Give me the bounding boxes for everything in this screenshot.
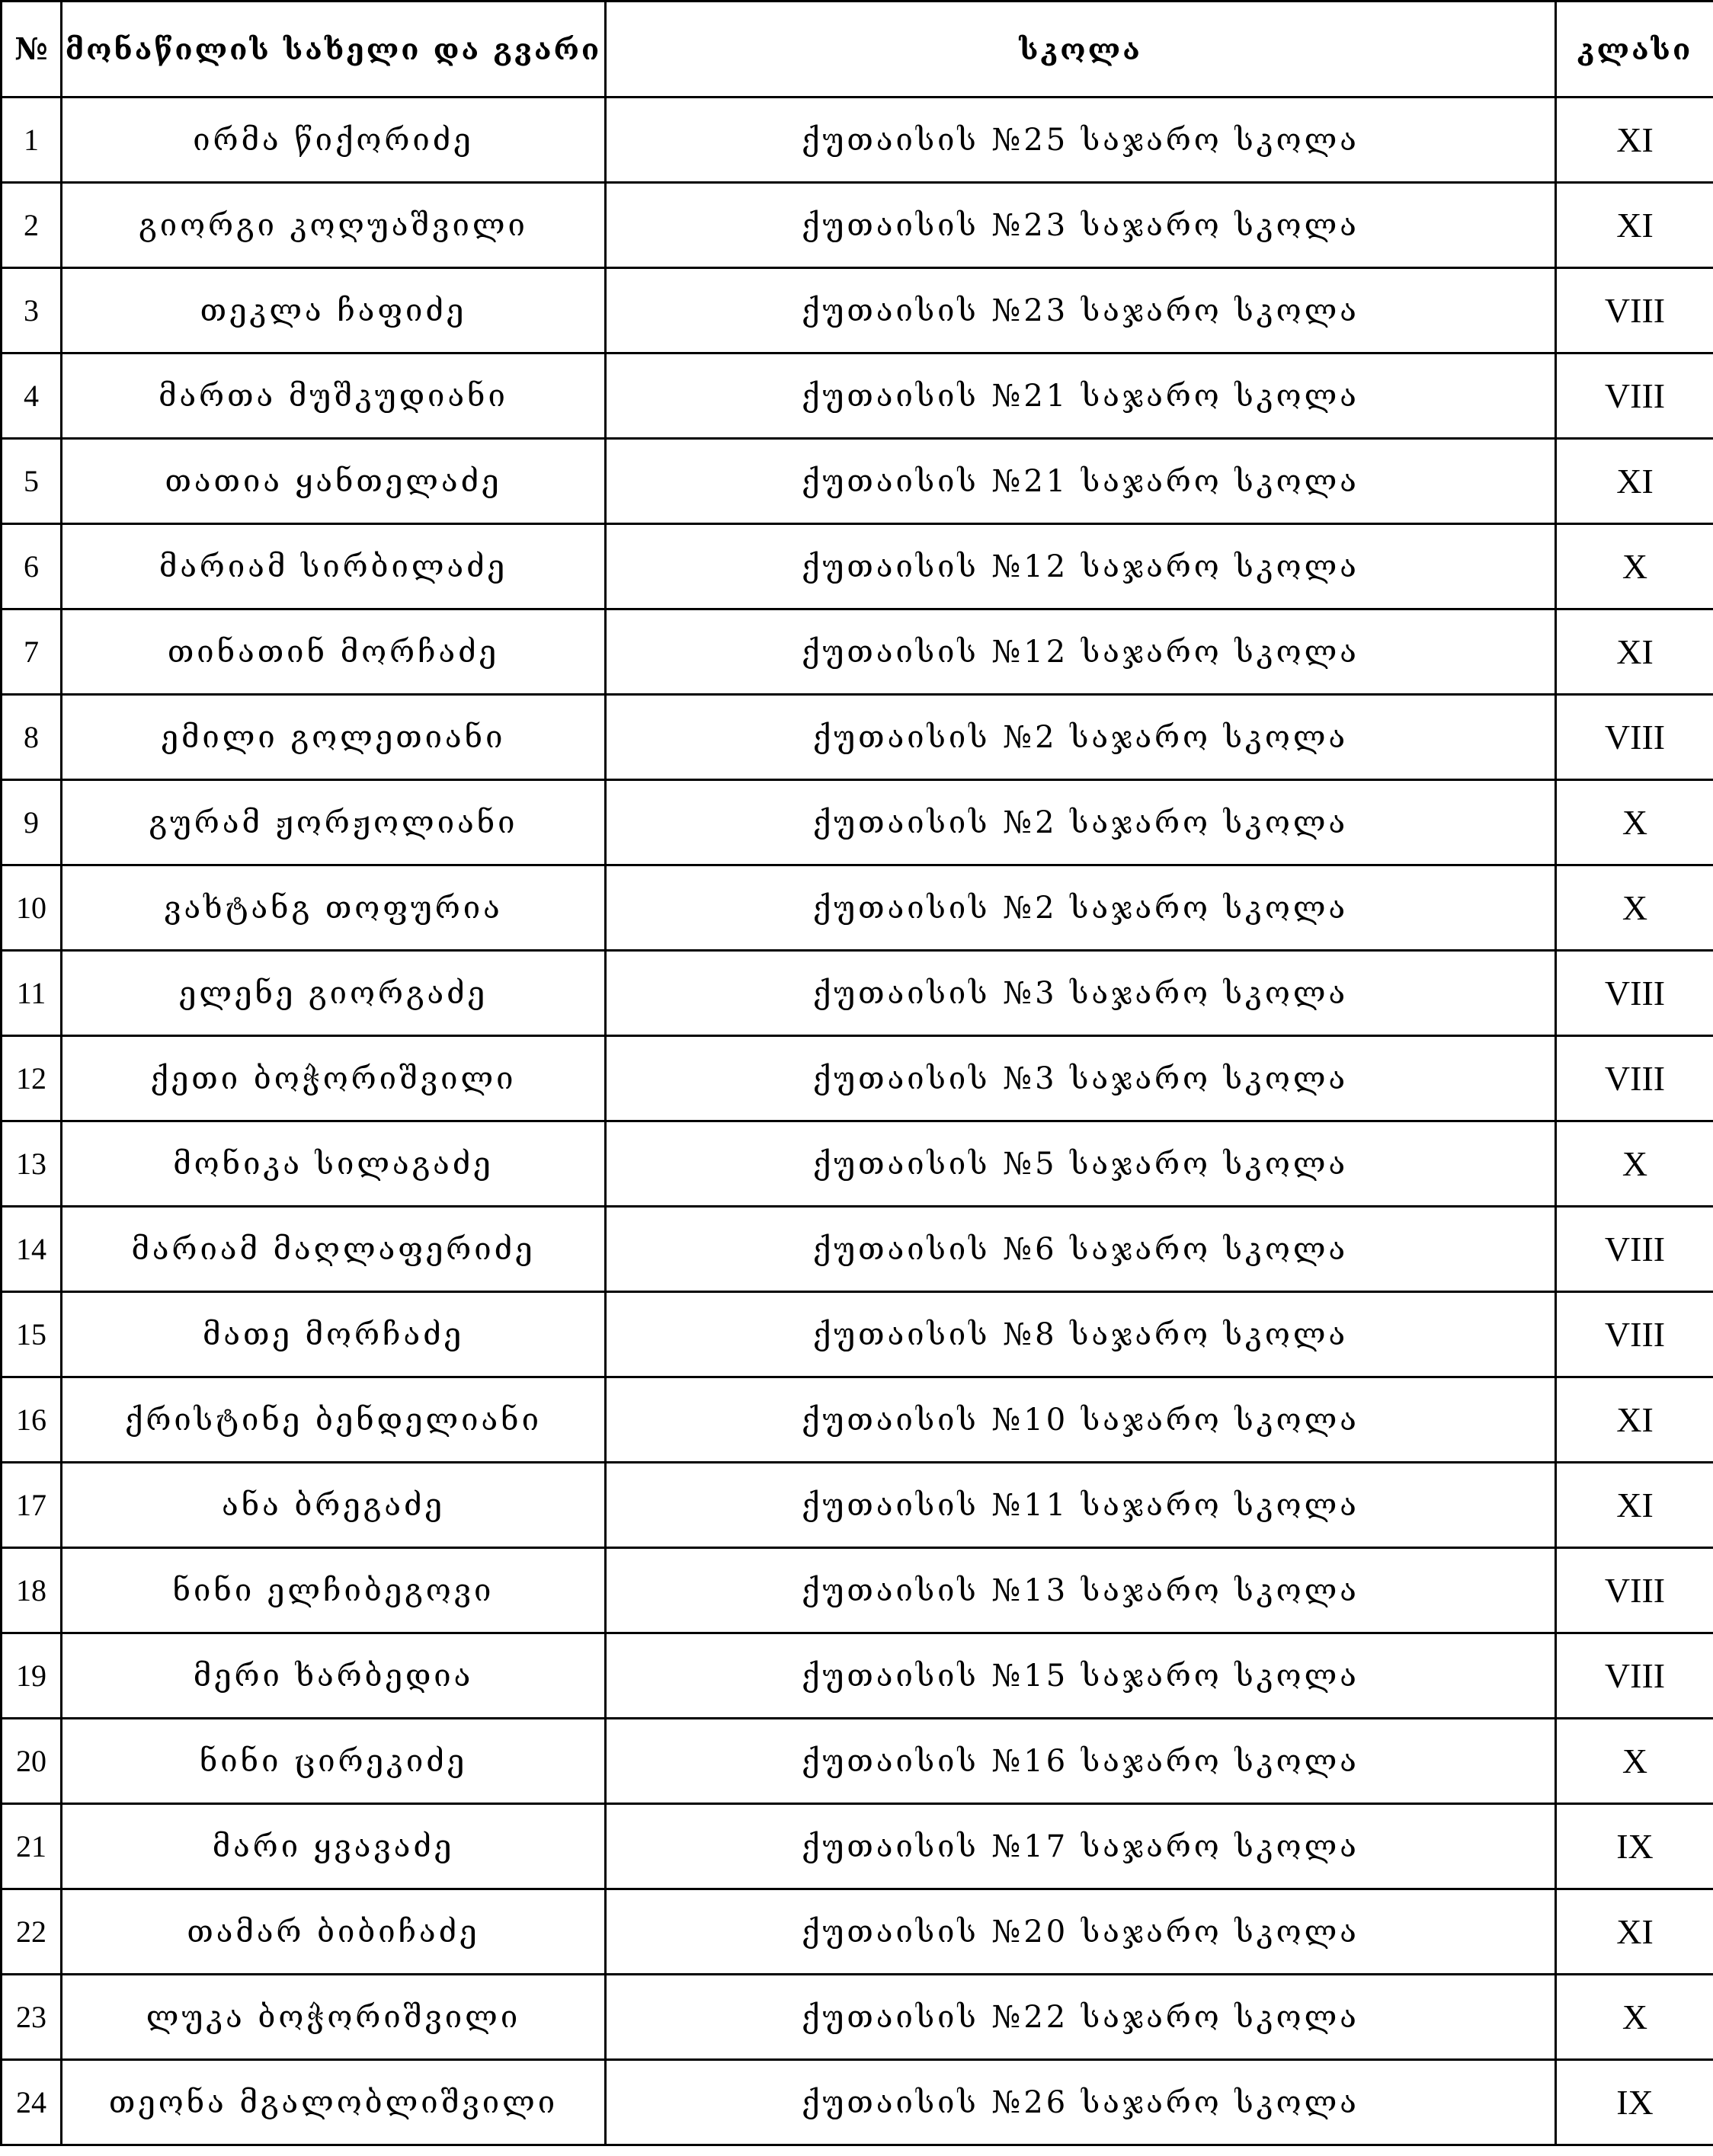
cell-participant-name: თეკლა ჩაფიძე (62, 268, 606, 353)
table-body (2, 98, 1713, 2145)
cell-school: ქუთაისის №2 საჯარო სკოლა (606, 865, 1556, 951)
cell-participant-name: ქრისტინე ბენდელიანი (62, 1377, 606, 1463)
cell-school: ქუთაისის №8 საჯარო სკოლა (606, 1292, 1556, 1377)
cell-grade: VIII (1556, 1548, 1713, 1633)
cell-number: 8 (2, 695, 62, 780)
table-row (2, 1975, 1713, 2060)
cell-grade: VIII (1556, 1036, 1713, 1121)
cell-number: 9 (2, 780, 62, 865)
header-row (2, 2, 1713, 98)
cell-participant-name: მათე მორჩაძე (62, 1292, 606, 1377)
cell-number: 3 (2, 268, 62, 353)
cell-school: ქუთაისის №3 საჯარო სკოლა (606, 951, 1556, 1036)
cell-number: 7 (2, 609, 62, 695)
table-row (2, 1719, 1713, 1804)
table-row (2, 524, 1713, 609)
table-row (2, 2060, 1713, 2145)
table-row (2, 951, 1713, 1036)
cell-school: ქუთაისის №23 საჯარო სკოლა (606, 268, 1556, 353)
cell-number: 10 (2, 865, 62, 951)
cell-school: ქუთაისის №22 საჯარო სკოლა (606, 1975, 1556, 2060)
cell-school: ქუთაისის №10 საჯარო სკოლა (606, 1377, 1556, 1463)
table-row (2, 1207, 1713, 1292)
cell-number: 19 (2, 1633, 62, 1719)
cell-grade: XI (1556, 183, 1713, 268)
table-row (2, 353, 1713, 439)
table-row (2, 865, 1713, 951)
table-row (2, 268, 1713, 353)
cell-number: 11 (2, 951, 62, 1036)
cell-participant-name: მარი ყვავაძე (62, 1804, 606, 1889)
cell-grade: XI (1556, 1889, 1713, 1975)
cell-grade: VIII (1556, 695, 1713, 780)
cell-grade: X (1556, 524, 1713, 609)
cell-participant-name: თამარ ბიბიჩაძე (62, 1889, 606, 1975)
cell-school: ქუთაისის №12 საჯარო სკოლა (606, 524, 1556, 609)
cell-grade: XI (1556, 1463, 1713, 1548)
cell-participant-name: თინათინ მორჩაძე (62, 609, 606, 695)
cell-number: 23 (2, 1975, 62, 2060)
cell-grade: VIII (1556, 951, 1713, 1036)
cell-participant-name: გურამ ჟორჟოლიანი (62, 780, 606, 865)
cell-number: 15 (2, 1292, 62, 1377)
cell-number: 5 (2, 439, 62, 524)
cell-participant-name: თათია ყანთელაძე (62, 439, 606, 524)
cell-participant-name: ვახტანგ თოფურია (62, 865, 606, 951)
cell-school: ქუთაისის №20 საჯარო სკოლა (606, 1889, 1556, 1975)
cell-grade: VIII (1556, 1292, 1713, 1377)
cell-grade: VIII (1556, 353, 1713, 439)
table-row (2, 439, 1713, 524)
cell-grade: X (1556, 1975, 1713, 2060)
cell-number: 13 (2, 1121, 62, 1207)
cell-school: ქუთაისის №25 საჯარო სკოლა (606, 98, 1556, 183)
cell-participant-name: გიორგი კოღუაშვილი (62, 183, 606, 268)
cell-grade: VIII (1556, 1207, 1713, 1292)
cell-school: ქუთაისის №23 საჯარო სკოლა (606, 183, 1556, 268)
cell-participant-name: ლუკა ბოჭორიშვილი (62, 1975, 606, 2060)
column-header-number: № (2, 2, 62, 98)
cell-participant-name: ირმა წიქორიძე (62, 98, 606, 183)
cell-number: 17 (2, 1463, 62, 1548)
table-row (2, 1292, 1713, 1377)
cell-participant-name: მარიამ მაღლაფერიძე (62, 1207, 606, 1292)
table-row (2, 1121, 1713, 1207)
cell-school: ქუთაისის №12 საჯარო სკოლა (606, 609, 1556, 695)
cell-participant-name: ნინი ელჩიბეგოვი (62, 1548, 606, 1633)
cell-grade: X (1556, 865, 1713, 951)
cell-school: ქუთაისის №2 საჯარო სკოლა (606, 780, 1556, 865)
column-header-school: სკოლა (606, 2, 1556, 98)
cell-grade: X (1556, 780, 1713, 865)
cell-school: ქუთაისის №26 საჯარო სკოლა (606, 2060, 1556, 2145)
cell-number: 22 (2, 1889, 62, 1975)
cell-grade: XI (1556, 609, 1713, 695)
cell-school: ქუთაისის №15 საჯარო სკოლა (606, 1633, 1556, 1719)
cell-school: ქუთაისის №16 საჯარო სკოლა (606, 1719, 1556, 1804)
cell-grade: X (1556, 1121, 1713, 1207)
table-row (2, 609, 1713, 695)
table-row (2, 1377, 1713, 1463)
cell-grade: X (1556, 1719, 1713, 1804)
cell-school: ქუთაისის №6 საჯარო სკოლა (606, 1207, 1556, 1292)
cell-participant-name: ელენე გიორგაძე (62, 951, 606, 1036)
cell-school: ქუთაისის №13 საჯარო სკოლა (606, 1548, 1556, 1633)
cell-grade: XI (1556, 439, 1713, 524)
cell-grade: XI (1556, 98, 1713, 183)
cell-participant-name: მარიამ სირბილაძე (62, 524, 606, 609)
cell-number: 18 (2, 1548, 62, 1633)
table-row (2, 1633, 1713, 1719)
cell-number: 2 (2, 183, 62, 268)
cell-grade: VIII (1556, 268, 1713, 353)
table-row (2, 1548, 1713, 1633)
cell-school: ქუთაისის №17 საჯარო სკოლა (606, 1804, 1556, 1889)
table-row (2, 183, 1713, 268)
cell-number: 6 (2, 524, 62, 609)
cell-school: ქუთაისის №21 საჯარო სკოლა (606, 439, 1556, 524)
table-row (2, 695, 1713, 780)
cell-participant-name: ანა ბრეგაძე (62, 1463, 606, 1548)
cell-school: ქუთაისის №21 საჯარო სკოლა (606, 353, 1556, 439)
cell-number: 14 (2, 1207, 62, 1292)
cell-school: ქუთაისის №11 საჯარო სკოლა (606, 1463, 1556, 1548)
table-row (2, 780, 1713, 865)
cell-participant-name: ქეთი ბოჭორიშვილი (62, 1036, 606, 1121)
cell-grade: IX (1556, 1804, 1713, 1889)
table-row (2, 1889, 1713, 1975)
cell-participant-name: მონიკა სილაგაძე (62, 1121, 606, 1207)
cell-number: 1 (2, 98, 62, 183)
cell-school: ქუთაისის №3 საჯარო სკოლა (606, 1036, 1556, 1121)
cell-participant-name: თეონა მგალობლიშვილი (62, 2060, 606, 2145)
cell-participant-name: ემილი გოლეთიანი (62, 695, 606, 780)
table-row (2, 98, 1713, 183)
cell-grade: XI (1556, 1377, 1713, 1463)
cell-number: 20 (2, 1719, 62, 1804)
cell-number: 4 (2, 353, 62, 439)
cell-school: ქუთაისის №2 საჯარო სკოლა (606, 695, 1556, 780)
cell-participant-name: მართა მუშკუდიანი (62, 353, 606, 439)
cell-number: 16 (2, 1377, 62, 1463)
cell-number: 24 (2, 2060, 62, 2145)
column-header-grade: კლასი (1556, 2, 1713, 98)
cell-grade: VIII (1556, 1633, 1713, 1719)
cell-grade: IX (1556, 2060, 1713, 2145)
cell-number: 12 (2, 1036, 62, 1121)
cell-participant-name: მერი ხარბედია (62, 1633, 606, 1719)
column-header-name: მონაწილის სახელი და გვარი (62, 2, 606, 98)
table-row (2, 1463, 1713, 1548)
cell-number: 21 (2, 1804, 62, 1889)
table-row (2, 1804, 1713, 1889)
table-row (2, 1036, 1713, 1121)
cell-participant-name: ნინი ცირეკიძე (62, 1719, 606, 1804)
cell-school: ქუთაისის №5 საჯარო სკოლა (606, 1121, 1556, 1207)
